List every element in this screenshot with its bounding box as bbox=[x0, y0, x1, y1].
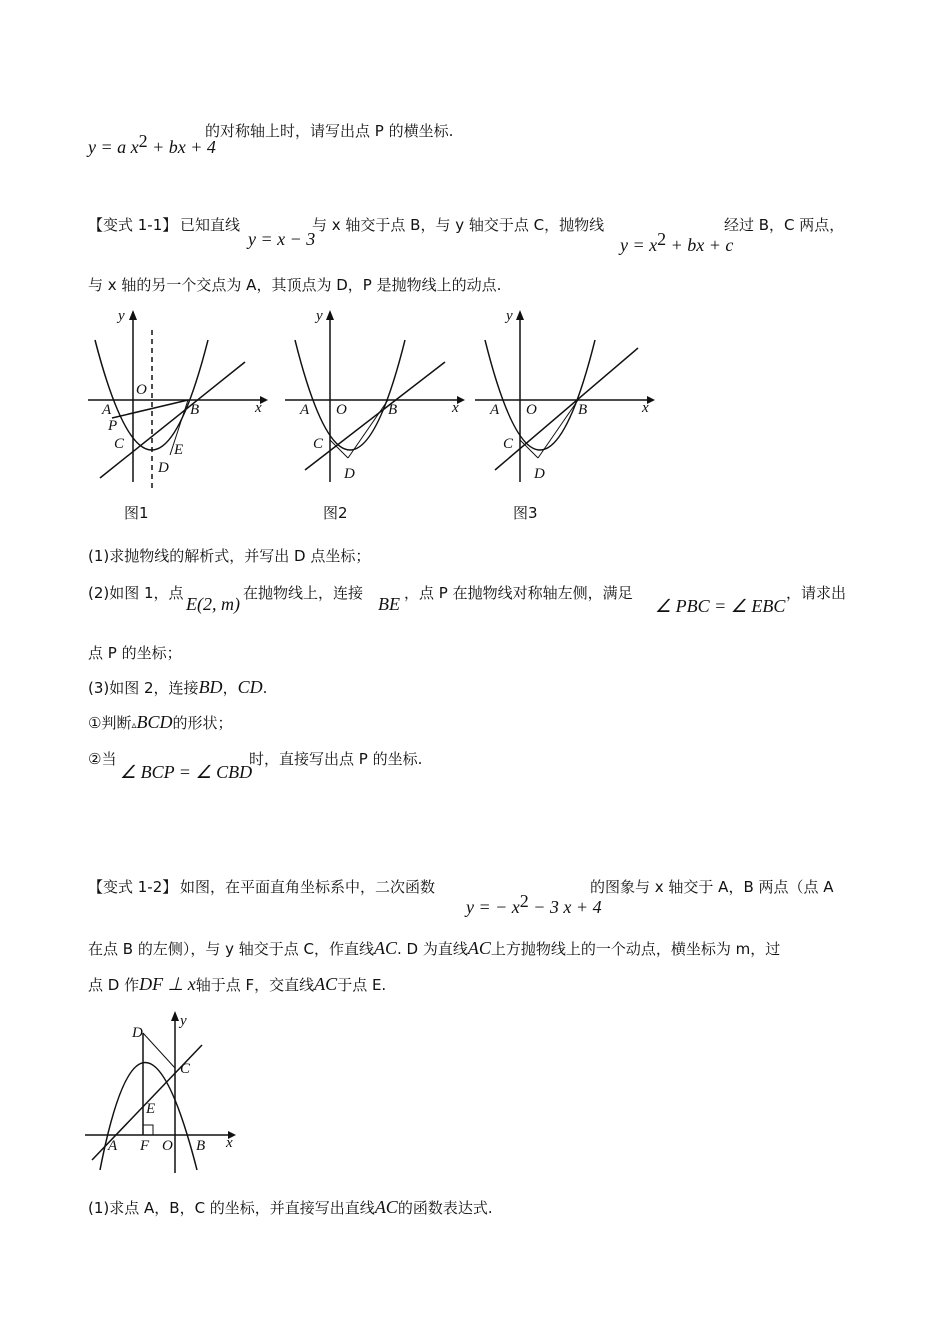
fig3-y-arrow bbox=[516, 310, 524, 320]
v12-q1-b: 的函数表达式. bbox=[397, 1199, 493, 1217]
line-ac: AC bbox=[467, 938, 491, 958]
angle-bcp-cbd: ∠ BCP = ∠ CBD bbox=[120, 762, 253, 782]
question-3-sep: ， bbox=[222, 679, 238, 697]
fig3-label-y: y bbox=[506, 308, 513, 324]
question-3-1-a: ①判断 bbox=[88, 714, 132, 732]
question-3-1-b: 的形状； bbox=[172, 714, 233, 732]
question-2-c: ，点 P 在抛物线对称轴左侧，满足 bbox=[404, 584, 633, 602]
line-ac: AC bbox=[373, 938, 397, 958]
variant-1-2-line-2 bbox=[88, 937, 780, 960]
fig1-y-arrow bbox=[129, 310, 137, 320]
v12-line3-a: 点 D 作 bbox=[88, 976, 140, 994]
line-equation: y = x − 3 bbox=[248, 229, 316, 249]
equation-post: + bx + 4 bbox=[147, 137, 216, 157]
fig4-label-o: O bbox=[162, 1138, 173, 1154]
fig3-caption: 图3 bbox=[513, 504, 538, 522]
parabola-eq-pre: y = x bbox=[620, 235, 658, 255]
figure-4 bbox=[80, 1005, 260, 1180]
fig3-label-b: B bbox=[578, 402, 588, 418]
segment-be: BE bbox=[378, 594, 400, 614]
question-2-d: ，请求出 bbox=[786, 584, 847, 602]
fig1-label-c: C bbox=[114, 436, 125, 452]
variant-1-1-text-1: 已知直线 bbox=[180, 216, 241, 234]
v12-line3-c: 于点 E. bbox=[337, 976, 387, 994]
figures-1-3 bbox=[80, 300, 680, 540]
fig3-label-d: D bbox=[534, 466, 545, 482]
question-2-b: 在抛物线上，连接 bbox=[243, 584, 364, 602]
question-2-line-2: 点 P 的坐标； bbox=[88, 644, 182, 662]
fig4-label-d: D bbox=[132, 1025, 143, 1041]
fig1-label-e: E bbox=[174, 442, 184, 458]
v12-line3-b: 轴于点 F，交直线 bbox=[195, 976, 315, 994]
figure-1 bbox=[88, 310, 268, 490]
variant-1-2-text-2: 的图象与 x 轴交于 A，B 两点（点 A bbox=[590, 878, 834, 896]
fig2-label-x: x bbox=[452, 400, 459, 416]
fig3-label-c: C bbox=[503, 436, 514, 452]
fig3-label-a: A bbox=[490, 402, 500, 418]
v12-line2-a: 在点 B 的左侧），与 y 轴交于点 C，作直线 bbox=[88, 940, 374, 958]
variant-1-2-line-3 bbox=[88, 973, 386, 996]
fig1-label-b: B bbox=[190, 402, 200, 418]
fig1-label-y: y bbox=[118, 308, 125, 324]
angle-condition: ∠ PBC = ∠ EBC bbox=[655, 596, 786, 616]
fig2-parabola bbox=[295, 340, 405, 450]
fig1-label-o: O bbox=[136, 382, 147, 398]
question-3-end: . bbox=[262, 679, 268, 697]
figure-2-labels bbox=[299, 308, 459, 522]
variant-1-2-text-1: 如图，在平面直角坐标系中，二次函数 bbox=[180, 878, 436, 896]
fig4-label-y: y bbox=[180, 1013, 187, 1029]
fig4-label-a: A bbox=[108, 1138, 118, 1154]
fig2-label-d: D bbox=[344, 466, 355, 482]
fig4-y-arrow bbox=[171, 1011, 179, 1021]
figure-3-labels bbox=[489, 308, 649, 522]
equation-exp: 2 bbox=[138, 131, 148, 151]
figure-2 bbox=[285, 310, 465, 482]
fig2-label-a: A bbox=[300, 402, 310, 418]
variant-1-2-question-1 bbox=[88, 1196, 493, 1219]
question-3-2-a: ②当 bbox=[88, 750, 117, 768]
fig4-label-c: C bbox=[180, 1061, 191, 1077]
fig2-y-arrow bbox=[326, 310, 334, 320]
equation-pre: y = a x bbox=[88, 137, 139, 157]
fig4-right-angle bbox=[143, 1125, 153, 1135]
fig4-label-b: B bbox=[196, 1138, 206, 1154]
variant-1-1-text-2: 与 x 轴交于点 B，与 y 轴交于点 C，抛物线 bbox=[312, 216, 605, 234]
question-3-1 bbox=[88, 711, 233, 737]
fig1-label-a: A bbox=[102, 402, 112, 418]
fig1-line-bp bbox=[112, 400, 188, 418]
quadratic-equation bbox=[466, 890, 602, 919]
line-ac: AC bbox=[314, 974, 338, 994]
perpendicular-df: DF ⊥ x bbox=[139, 974, 196, 994]
fig1-label-p: P bbox=[108, 418, 118, 434]
fig4-label-e: E bbox=[146, 1101, 156, 1117]
fig1-label-x: x bbox=[255, 400, 262, 416]
parabola-eq-exp: 2 bbox=[657, 229, 667, 249]
line-ac: AC bbox=[374, 1197, 398, 1217]
fig2-line-bd bbox=[348, 400, 388, 458]
fig4-label-f: F bbox=[140, 1138, 150, 1154]
question-3 bbox=[88, 676, 267, 699]
fig2-caption: 图2 bbox=[323, 504, 348, 522]
triangle-bcd: BCD bbox=[136, 712, 173, 732]
parabola-eq-post: + bx + c bbox=[666, 235, 734, 255]
fig3-label-x: x bbox=[642, 400, 649, 416]
v12-q1-a: (1)求点 A，B，C 的坐标，并直接写出直线 bbox=[88, 1199, 375, 1217]
v12-line2-b: . D 为直线 bbox=[397, 940, 468, 958]
variant-1-1-tag: 【变式 1-1】 bbox=[88, 216, 178, 234]
triangle-icon: ▵ bbox=[131, 720, 137, 731]
fig3-label-o: O bbox=[526, 402, 537, 418]
segment-bd: BD bbox=[198, 677, 223, 697]
segment-cd: CD bbox=[237, 677, 263, 697]
point-e: E(2, m) bbox=[186, 594, 240, 614]
fig2-label-c: C bbox=[313, 436, 324, 452]
quadratic-eq-exp: 2 bbox=[519, 891, 529, 911]
fig3-parabola bbox=[485, 340, 595, 450]
question-3-a: (3)如图 2，连接 bbox=[88, 679, 199, 697]
intro-text: 的对称轴上时，请写出点 P 的横坐标. bbox=[205, 122, 454, 140]
question-1: (1)求抛物线的解析式，并写出 D 点坐标； bbox=[88, 547, 371, 565]
fig2-label-y: y bbox=[316, 308, 323, 324]
variant-1-2-tag: 【变式 1-2】 bbox=[88, 878, 178, 896]
question-2-a: (2)如图 1，点 bbox=[88, 584, 184, 602]
fig1-caption: 图1 bbox=[124, 504, 149, 522]
figure-3 bbox=[475, 310, 655, 482]
fig2-line-bc bbox=[305, 362, 445, 470]
parabola-equation bbox=[620, 228, 733, 257]
v12-line2-c: 上方抛物线上的一个动点，横坐标为 m，过 bbox=[490, 940, 781, 958]
quadratic-eq-pre: y = − x bbox=[466, 897, 520, 917]
fig3-line-bc bbox=[495, 348, 638, 470]
question-3-2-b: 时，直接写出点 P 的坐标. bbox=[249, 750, 423, 768]
fig4-label-x: x bbox=[226, 1135, 233, 1151]
fig2-label-b: B bbox=[388, 402, 398, 418]
quadratic-eq-post: − 3 x + 4 bbox=[528, 897, 602, 917]
variant-1-1-line-2: 与 x 轴的另一个交点为 A，其顶点为 D，P 是抛物线上的动点. bbox=[88, 276, 502, 294]
fig1-label-d: D bbox=[158, 460, 169, 476]
equation-line bbox=[88, 130, 216, 159]
variant-1-1-text-3: 经过 B，C 两点， bbox=[724, 216, 845, 234]
fig2-label-o: O bbox=[336, 402, 347, 418]
